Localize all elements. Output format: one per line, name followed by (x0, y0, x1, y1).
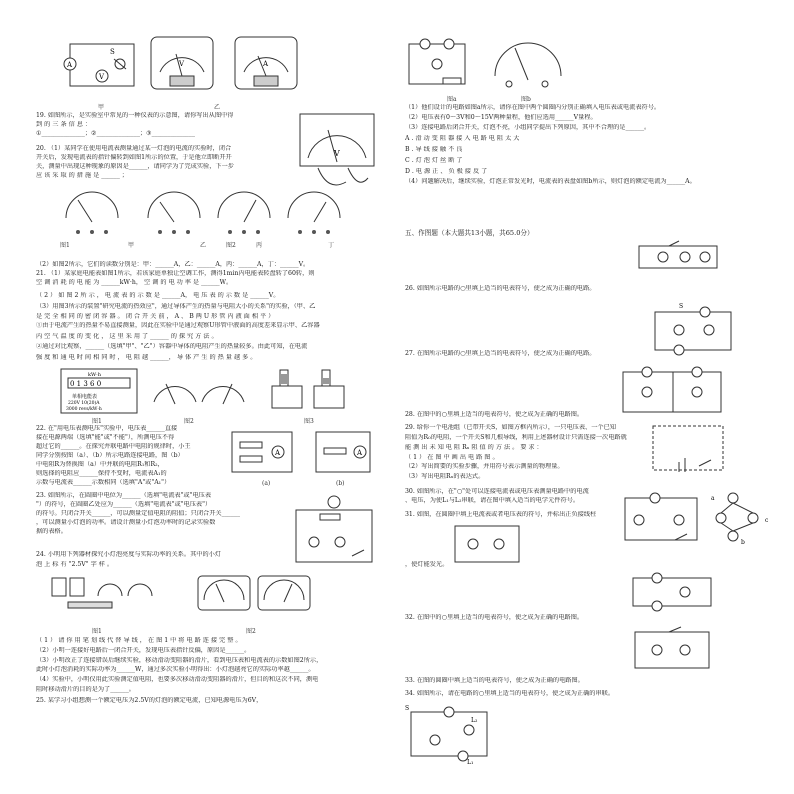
big-voltmeter-figure (298, 112, 378, 198)
q22-circuit-b (310, 426, 376, 478)
q21-fig2-meters (150, 372, 246, 410)
q24-line-1: 24. 小明用下列器材探究小灯泡亮度与实际功率的关系。其中的小灯 (36, 551, 222, 558)
meter-type-label: 单相电能表 (72, 394, 98, 400)
q30-line-1: 30. 如图所示，在"○"处可以连接电流表或电压表测量电路中的电流 (405, 488, 589, 495)
ammeter-dial-figure (234, 36, 298, 96)
q24-fig2-meters (196, 574, 312, 614)
q21-line-8: ②通过对比观察，______（选填"甲"、"乙"）容器中导体的电阻产生的热量较多。由此可知，在电流 (36, 343, 308, 350)
q27-circuit (649, 300, 737, 356)
q34-label-l1: L₁ (467, 759, 474, 764)
q24-part-2: （2）小明一连接好电路后一闭合开关，发现电压表指针反偏，原因是______。 (36, 647, 251, 654)
svg-text:A: A (263, 60, 269, 68)
q24-part-3: （3）小明改正了连接错误后继续实验，移动滑动变阻器的滑片，看到电压表和电流表的示数如图2所示， (36, 657, 323, 664)
svg-text:A: A (67, 61, 73, 69)
q29-line-6: （3）写出电阻Rₓ的表达式。 (405, 473, 485, 480)
q22-line-6: 则选择的电阻应______保持不变时，电流表A₁的 (36, 470, 167, 477)
meter-rating-label: 220V 10(20)A (68, 401, 100, 406)
q25-circuit-a (403, 34, 473, 92)
q23-circuit (290, 494, 380, 570)
q31-line-2: ，使灯能发光。 (405, 561, 449, 568)
q20-line-3: 关，测量中出现这种现象的原因是______，请同学为了完成实验，下一步 (36, 163, 234, 170)
q24-fig1-apparatus (48, 574, 164, 614)
q26-text: 26. 如图所示电路的○里填上适当的电表符号，使之成为正确的电路。 (405, 285, 596, 292)
q22-line-7: 示数与电流表______示数相同（选填"A"或"A₁"） (36, 479, 171, 486)
svg-text:V: V (99, 73, 105, 81)
top-circuit-figure (62, 36, 140, 94)
q24-caption-fig2: 图2 (246, 628, 256, 635)
svg-text:A: A (357, 449, 363, 457)
q22-circuit-a (226, 426, 302, 478)
q21-line-6: ①由于电流产生的热量不易直接测量，因此在实验中是通过观察U形管中液面的高度差来显示甲、乙容器 (36, 322, 320, 329)
q21-line-3: （ 2 ） 如 图 2 所 示 ， 电 流 表 的 示 数 是 ______A， 电 压 表 的 示 数 是 ______V。 (36, 292, 280, 299)
q22-line-4: 同学分别按图（a）、（b）所示电路连接电路，图（b） (36, 452, 184, 459)
q24-part-5: （4）实验中，小明仅用此实验测定值电阻，也要多次移动滑动变阻器的滑片，但目的和这次不同，测电 (36, 676, 319, 683)
q20-part2: （2）如图2所示，它们的读数分别是：甲：______A，乙：______A，丙：______A，丁：______V。 (36, 261, 310, 268)
q31-label-b: b (741, 539, 745, 546)
q32-text: 32. 在图中的○里填上适当的电表符号，使之成为正确的电路图。 (405, 614, 584, 621)
q24-part-1: （ 1 ） 请 你 用 笔 划 线 代 替 导 线 ， 在 图 1 中 将 电 路 连 接 完 整 。 (36, 637, 242, 644)
q22-line-2: 接在电源两端（选填"能"或"不能"），所测电压不得 (36, 434, 175, 441)
q23-line-3: 的符号。只闭合开关______，可以测量定值电阻的阻值；只闭合开关______ (36, 510, 241, 517)
q21-caption-fig2: 图2 (184, 418, 194, 425)
q21-fig3-apparatus (268, 366, 352, 412)
svg-text:0 1 3 6 0: 0 1 3 6 0 (70, 380, 102, 388)
q22-line-5: 中电阻R为替换图（a）中并联的电阻R₁和R₂， (36, 461, 164, 468)
q19-line-2: 到 的 三 条 信 息 ： (36, 121, 92, 128)
q22-line-1: 22. 在"用电压表测电压"实验中，电压表______直接 (36, 425, 178, 432)
q34-label-s: S (405, 705, 410, 712)
q20-caption-bing: 丙 (256, 242, 263, 249)
q21-line-5: 是 完 全 相 同 的 密 闭 容 器 。 闭 合 开 关 前 ， A 、 B 两 U 形 管 内 液 面 相 平 ） (36, 313, 275, 320)
q25b-line-6: C . 灯 泡 灯 丝 断 了 (405, 157, 463, 164)
q23-line-5: 据的表格。 (36, 528, 67, 535)
q29-line-1: 29. 给你一个电池组（已带开关S，如图方框内所示），一只电压表、一个已知 (405, 424, 616, 431)
q21-caption-fig1: 图1 (92, 418, 102, 425)
q20-line-1: 20. （1）某同学在使用电流表测量通过某一灯泡的电流的实验时，闭合 (36, 145, 232, 152)
energy-meter-figure (60, 368, 138, 414)
q29-line-4: （ 1 ） 在 图 中 画 出 电 路 图 。 (405, 454, 499, 461)
q31-circuit (711, 486, 787, 546)
q21-line-1: 21. （1）某家庭电能表如图1所示，若该家庭单独让空调工作，测得1min内电能表转盘转了60转，则 (36, 270, 315, 277)
q20-caption-fig1: 图1 (60, 242, 70, 249)
q25b-line-7: D . 电 源 正 、 负 极 接 反 了 (405, 168, 488, 175)
q25b-line-8: （4）问题解决后，继续实验，灯泡正常发光时，电流表的表盘如图b所示，则灯泡的额定电流为______A。 (405, 178, 696, 185)
q34-label-l2: L₂ (471, 717, 478, 724)
q29-line-3: 能 测 出 未 知 电 阻 Rₓ 阻 值 的 方 法 。 要 求 ： (405, 444, 543, 451)
q31-label-a: a (711, 495, 715, 502)
q29-battery-box (649, 422, 729, 476)
q25-caption-b: 图b (521, 96, 531, 103)
q20-line-2: 开关后，发现电流表的指针偏转到如图1所示的位置，于是他立即断开开 (36, 154, 232, 161)
q19-line-1: 19. 如图所示，是实验室中常见的一种仪表的示意图，请你写出从图中得 (36, 112, 234, 119)
q24-part-6: 阻时移动滑片的目的是为了______。 (36, 686, 135, 693)
q29-line-5: （2）写出简要的实验步骤，并用符号表示测量的物理量。 (405, 463, 564, 470)
q28-text: 28. 在图中的○里填上适当的电表符号，使之成为正确的电路图。 (405, 411, 584, 418)
q25b-line-3: （3）连接电路后闭合开关，灯泡不亮，小组同学提出下列原因，其中不合理的是______。 (405, 124, 651, 131)
q19-line-3: ①______________；②______________；③______________ (36, 130, 195, 137)
svg-text:S: S (110, 48, 115, 56)
q29-line-2: 阻值为R₀的电阻，一个开关S和几根导线，利用上述器材设计只需连接一次电路就 (405, 434, 627, 441)
q21-line-9: 强 度 和 通 电 时 间 相 同 时 ， 电 阻 越 ______， 导 体 产 生 的 热 量 越 多 。 (36, 354, 257, 361)
fig-caption-yi: 乙 (214, 104, 221, 111)
q25-caption-a: 图a (447, 96, 457, 103)
q25b-line-1: （1）他们设计的电路如图a所示，请你在图中两个圆圈内分别正确填入电压表或电流表符号。 (405, 104, 661, 111)
q28-circuit (617, 364, 727, 418)
q20-caption-yi: 乙 (200, 242, 207, 249)
q31-line-1: 31. 如图，在圆圈中填上电流表或者电压表的符号，并标出正负接线柱 (405, 511, 597, 518)
q20-meters-figure (56, 188, 368, 240)
q26-circuit (633, 240, 723, 272)
q21-line-4: （3）用图3所示的装置"研究电流的热效应"，通过导体产生的热量与电阻大小的关系"的实验，（甲、乙 (36, 303, 316, 310)
right-column (397, 0, 794, 794)
q32-circuit (627, 572, 717, 612)
q24-part-4: 此时小灯泡消耗的实际功率为______W，通过多次实验小明得出：小灯泡越亮它的实际功率越______。 (36, 666, 315, 673)
q25-ammeter-dial (489, 36, 567, 90)
q30-circuit (619, 484, 705, 546)
q20-caption-fig2: 图2 (226, 242, 236, 249)
q21-line-7: 内 空 气 温 度 的 变 化 ， 这 里 采 用 了 ______ 的 探 究 方 法 。 (36, 333, 218, 340)
q21-caption-fig3: 图3 (304, 418, 314, 425)
q34-text: 34. 如图所示，请在电路的○里填上适当的电表符号，使之成为正确的串联。 (405, 690, 615, 697)
q25-intro: 25. 某学习小组想测一个额定电压为2.5V的灯泡的额定电流，已知电源电压为6V， (36, 697, 263, 704)
q23-line-2: "）的符号，在圆圈乙处应为______（选填"电流表"或"电压表"） (36, 501, 212, 508)
svg-text:V: V (179, 60, 185, 68)
q22-line-3: 超过它的______。在探究并联电路中电阻的规律时，小王 (36, 443, 191, 450)
q25b-line-4: A . 滑 动 变 阻 器 接 入 电 路 电 阻 太 大 (405, 135, 520, 142)
fig-caption-jia: 甲 (98, 104, 105, 111)
svg-text:A: A (275, 449, 281, 457)
q25b-line-2: （2）电压表有0～3V和0～15V两种量程，他们应选用______V量程。 (405, 114, 597, 121)
meter-revs-label: 3000 revs/kW·h (66, 407, 102, 412)
q22-caption-a: (a) (262, 480, 271, 487)
meter-unit-label: kW·h (88, 372, 101, 378)
svg-text:V: V (334, 149, 340, 158)
section-five-heading: 五、作图题（本大题共13小题，共65.0分） (405, 229, 534, 237)
voltmeter-dial-figure (150, 36, 214, 96)
q25b-line-5: B . 导 线 接 触 不 良 (405, 146, 463, 153)
q34-circuit (403, 700, 495, 764)
q23-line-4: ，可以测量小灯泡的功率。请设计测量小灯泡功率时的记录实验数 (36, 519, 216, 526)
q24-line-2: 泡 上 标 有 "2.5V" 字 样 。 (36, 561, 114, 568)
q23-line-1: 23. 如图所示，在圆圈中电位为______（选填"电流表"或"电压表 (36, 492, 212, 499)
q31-label-c: c (765, 517, 769, 524)
q24-caption-fig1: 图1 (92, 628, 102, 635)
q30-line-2: 、电压，为使L₁与L₂串联，请在图中填入适当的电学元件符号。 (405, 497, 580, 504)
svg-text:S: S (679, 303, 684, 310)
q22-caption-b: (b) (336, 480, 345, 487)
q27-text: 27. 在图所示电路的○里填上适当的电表符号，使之成为正确的电路。 (405, 350, 596, 357)
q20-caption-ding: 丁 (328, 242, 335, 249)
q21-line-2: 空 调 消 耗 的 电 能 为 ______kW·h， 空 调 的 电 功 率 是 ______W。 (36, 279, 233, 286)
q20-line-4: 应 该 采 取 的 措 施 是 ______ ； (36, 172, 128, 179)
q20-caption-jia: 甲 (128, 242, 135, 249)
q33-circuit (629, 626, 715, 674)
q33-text: 33. 在图的圆圈中填上适当的电表符号，使之成为正确的电路图。 (405, 677, 584, 684)
q31-left-circuit (449, 520, 525, 568)
